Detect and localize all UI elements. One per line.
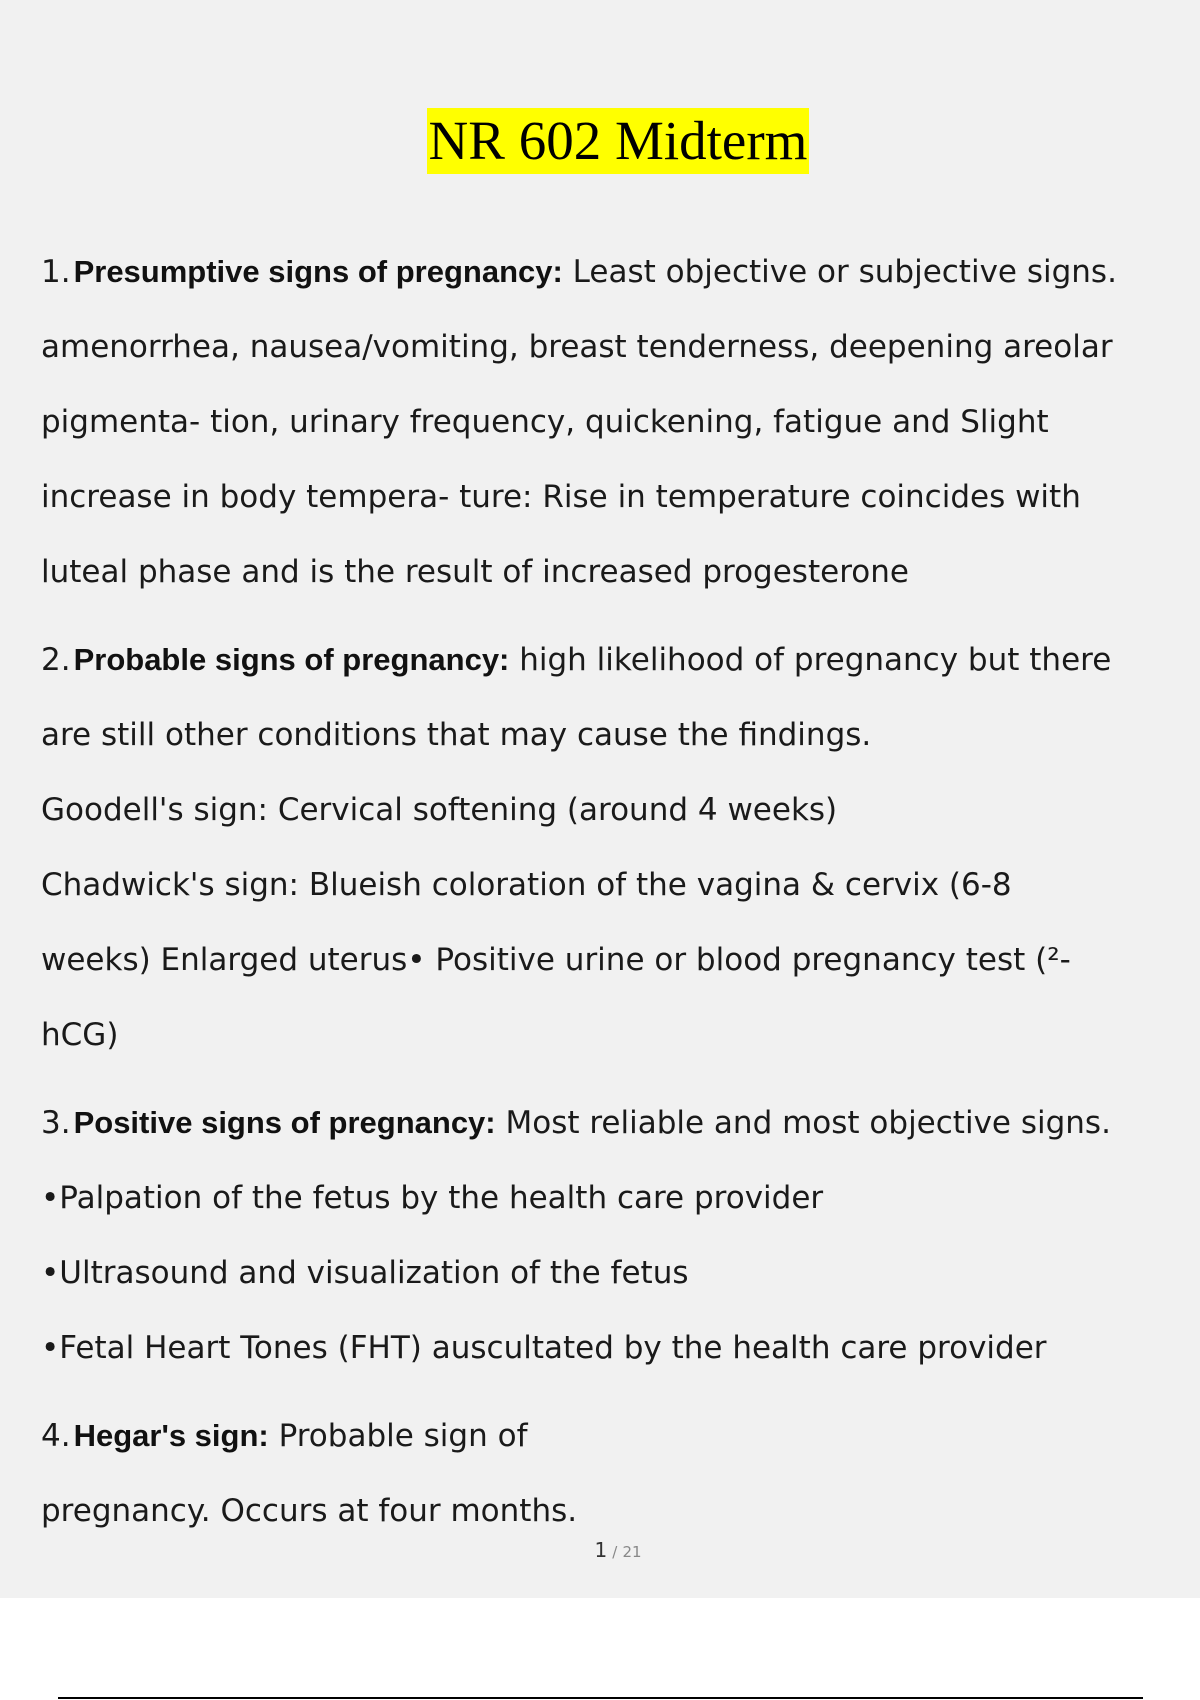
page-total: 21 [622,1543,642,1561]
item-line: weeks) Enlarged uterus• Positive urine or blood pregnancy test (²- [41,942,1071,978]
list-item-2 [41,622,1171,1073]
item-heading-line [41,622,1171,698]
item-line: Chadwick's sign: Blueish coloration of the vagina & cervix (6-8 [41,867,1012,903]
item-heading-line [41,234,1171,310]
list-item-3 [41,1085,1171,1386]
item-label: Probable signs of pregnancy: [73,642,510,677]
item-number: 2. [41,642,71,678]
bullet-line: •Fetal Heart Tones (FHT) auscultated by the health care provider [41,1330,1047,1366]
item-gap [41,1386,1171,1398]
document-title: NR 602 Midterm [427,108,810,174]
item-line: Goodell's sign: Cervical softening (around 4 weeks) [41,792,838,828]
item-gap [41,1073,1171,1085]
item-line: hCG) [41,1017,119,1053]
item-gap [41,610,1171,622]
document-body [41,234,1171,1549]
list-item-1 [41,234,1171,610]
page-separator: / [612,1543,618,1561]
item-text: Least objective or subjective signs. [562,254,1117,290]
item-line: luteal phase and is the result of increased progesterone [41,554,909,590]
item-number: 1. [41,254,71,290]
item-text: Most reliable and most objective signs. [495,1105,1111,1141]
title-container [0,108,1200,174]
page-current: 1 [594,1538,608,1562]
item-line: pregnancy. Occurs at four months. [41,1493,578,1529]
item-heading-line [41,1085,1171,1161]
page-indicator [0,1538,1200,1562]
bullet-line: •Ultrasound and visualization of the fetus [41,1255,689,1291]
item-number: 3. [41,1105,71,1141]
item-line: are still other conditions that may cause the findings. [41,717,872,753]
item-label: Presumptive signs of pregnancy: [73,254,563,289]
item-text: high likelihood of pregnancy but there [509,642,1112,678]
next-page-rule [58,1697,1143,1699]
item-number: 4. [41,1418,71,1454]
item-line: increase in body tempera- ture: Rise in temperature coincides with [41,479,1081,515]
list-item-4 [41,1398,1171,1549]
item-line: pigmenta- tion, urinary frequency, quickening, fatigue and Slight [41,404,1049,440]
item-line: amenorrhea, nausea/vomiting, breast tenderness, deepening areolar [41,329,1113,365]
bullet-line: •Palpation of the fetus by the health care provider [41,1180,824,1216]
item-text: Probable sign of [268,1418,528,1454]
item-heading-line [41,1398,1171,1474]
item-label: Hegar's sign: [73,1418,269,1453]
item-label: Positive signs of pregnancy: [73,1105,496,1140]
